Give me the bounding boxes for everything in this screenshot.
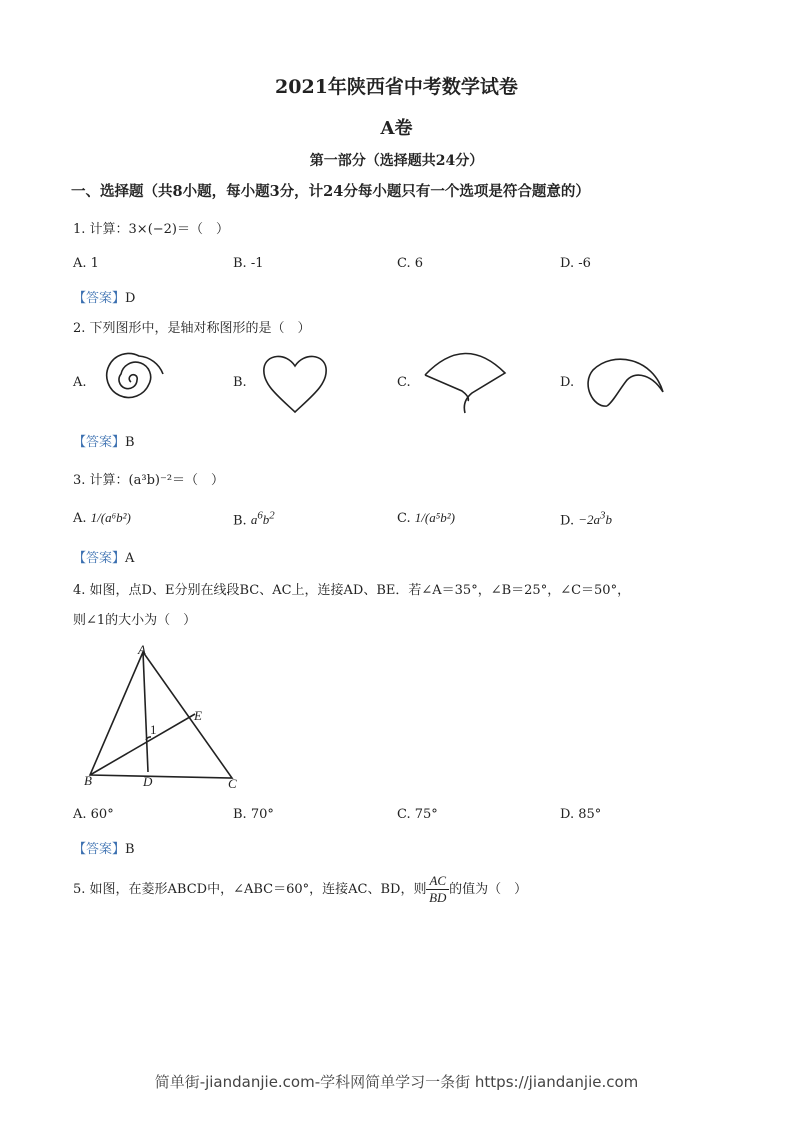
question-4-stem-2: 则∠1的大小为（ ） [73,613,197,628]
label-d: D [143,774,153,789]
q2-option-a: A. [73,375,87,390]
part-heading: 第一部分（选择题共24分） [309,153,484,169]
label-b: B [84,773,92,788]
q3-option-c-math: 1/(a⁵b²) [414,510,455,525]
q1-answer: 【答案】D [73,291,136,306]
q3-answer: 【答案】A [73,551,135,566]
triangle-figure [80,640,250,790]
q1-option-d: D. -6 [560,256,591,271]
question-5-stem: 5. 如图，在菱形ABCD中，∠ABC＝60°，连接AC、BD，则 $\frac{AC}{BD}$ 的值为（ ） [73,873,528,905]
q3-option-a-math: 1/(a⁶b²) [90,510,131,525]
q1-option-a: A. 1 [73,256,99,271]
spiral-figure [95,345,170,417]
q3-option-c: C. 1/(a⁵b²) [397,510,455,526]
question-3-stem: 3. 计算：(a³b)⁻²＝（ ） [73,473,225,488]
q3-option-a: A. 1/(a⁶b²) [73,510,131,526]
page-title: 2021年陕西省中考数学试卷 [275,76,518,98]
label-a: A [138,642,146,657]
question-1-stem: 1. 计算：3×(−2)＝（ ） [73,222,230,237]
question-4-stem: 4. 如图，点D、E分别在线段BC、AC上，连接AD、BE．若∠A＝35°，∠B＝25°，∠C＝50°， [73,583,631,598]
label-e: E [194,708,202,723]
q2-option-d: D. [560,375,575,390]
section-heading: 一、选择题（共8小题，每小题3分，计24分每小题只有一个选项是符合题意的） [71,183,590,200]
heart-figure [258,350,333,420]
fan-figure [420,345,510,415]
q1-option-b: B. -1 [233,256,264,271]
q4-option-c: C. 75° [397,807,438,822]
volume-title: A卷 [380,118,413,139]
q4-option-a: A. 60° [73,807,114,822]
q4-option-d: D. 85° [560,807,602,822]
footer-watermark: 简单街-jiandanjie.com-学科网简单学习一条街 https://jiandanjie.com [154,1073,639,1091]
q3-option-b: B. $a^6b^2$ [233,510,275,529]
q1-option-c: C. 6 [397,256,424,271]
q2-option-c: C. [397,375,411,390]
q3-option-d: D. $-2a^3b$ [560,510,612,529]
q4-option-b: B. 70° [233,807,274,822]
label-angle-1: 1 [150,722,157,737]
q2-answer: 【答案】B [73,435,135,450]
q4-answer: 【答案】B [73,842,135,857]
question-2-stem: 2. 下列图形中，是轴对称图形的是（ ） [73,321,311,336]
label-c: C [228,776,237,790]
comma-figure [583,350,668,410]
q2-option-b: B. [233,375,247,390]
